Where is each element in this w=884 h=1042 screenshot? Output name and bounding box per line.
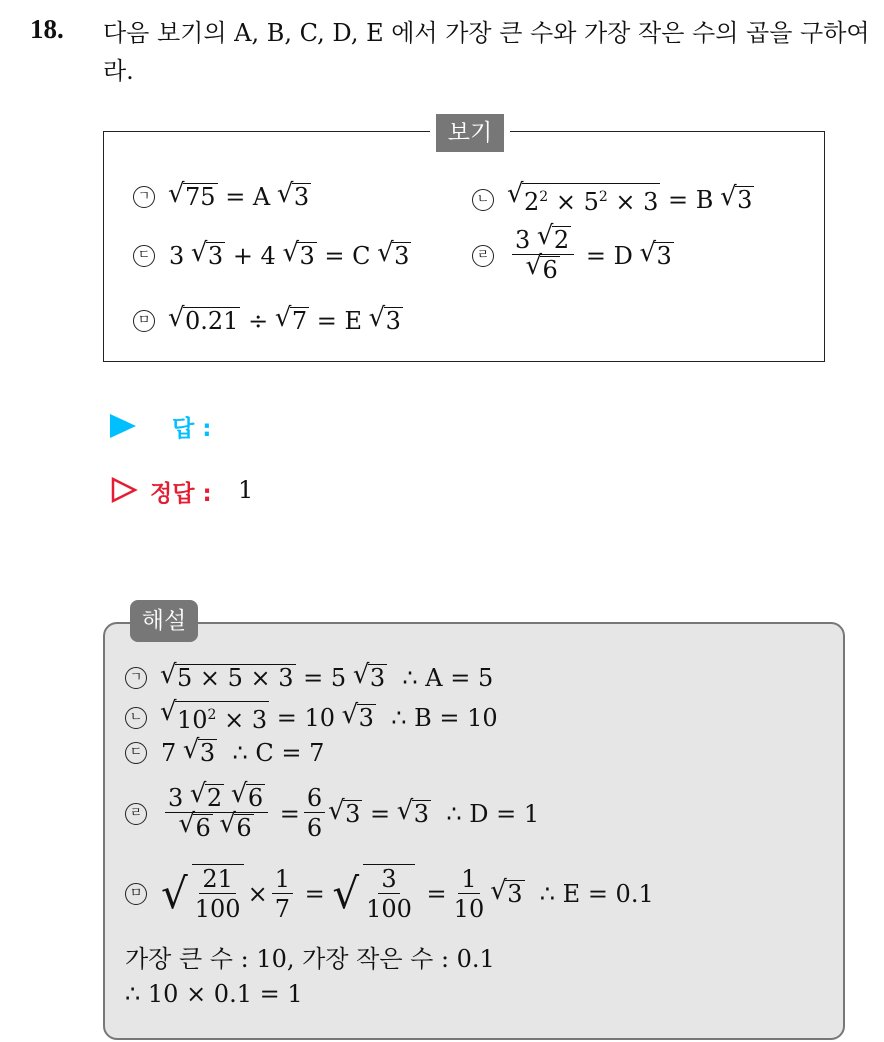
bogi-item-e: ㅁ √ 0.21 ÷ √ 7 = E √ 3 [133,307,403,335]
circled-marker-e: ㅁ [133,310,155,332]
bogi-item-c: ㄷ 3 √ 3 + 4 √ 3 = C √ 3 [133,242,411,270]
circled-marker-c: ㄷ [133,245,155,267]
correct-arrow-icon [110,476,138,504]
bogi-item-d: ㄹ 3 √ 2 √ 6 = D √ 3 [472,226,674,285]
solution-final: ∴ 10 × 0.1 = 1 [125,980,303,1008]
bogi-item-a: ㄱ √ 75 = A √ 3 [133,183,311,211]
solution-line-d: ㄹ 3 √ 2 √ 6 √ 6 √ 6 = $\frac{6}{6}$ √ 3 = √ 3 ∴ D = 1 [125,784,539,843]
solution-line-a: ㄱ √ 5 × 5 × 3 = 5 √ 3 ∴ A = 5 [125,664,493,692]
solution-title: 해설 [130,600,198,642]
solution-line-b: ㄴ √ $10^2 \times 3$ = 10 √ 3 ∴ B = 10 [125,701,498,734]
question-text: 다음 보기의 A, B, C, D, E 에서 가장 큰 수와 가장 작은 수의 곱을 구하여라. [103,19,870,85]
circled-marker-b: ㄴ [472,189,494,211]
circled-marker-a: ㄱ [133,186,155,208]
correct-answer-value: 1 [238,476,254,504]
answer-arrow-icon [110,414,136,438]
solution-summary: 가장 큰 수 : 10, 가장 작은 수 : 0.1 [125,945,495,973]
answer-label: 답 : [172,416,212,442]
circled-marker-d: ㄹ [472,245,494,267]
bogi-title: 보기 [430,114,510,152]
solution-line-c: ㄷ 7 √ 3 ∴ C = 7 [125,739,324,767]
solution-line-e: ㅁ √ $\frac{21}{100}$ × $\frac{1}{7}$ = √ $\frac{3}{100}$ = $\frac{1}{10}$ √ 3 ∴ E = 0.1 [125,864,654,924]
bogi-item-b: ㄴ √ $2^2 \times 5^2 \times 3$ = B √ 3 [472,183,754,216]
correct-answer-label: 정답 : [150,481,212,507]
question-number: 18. [30,14,64,44]
